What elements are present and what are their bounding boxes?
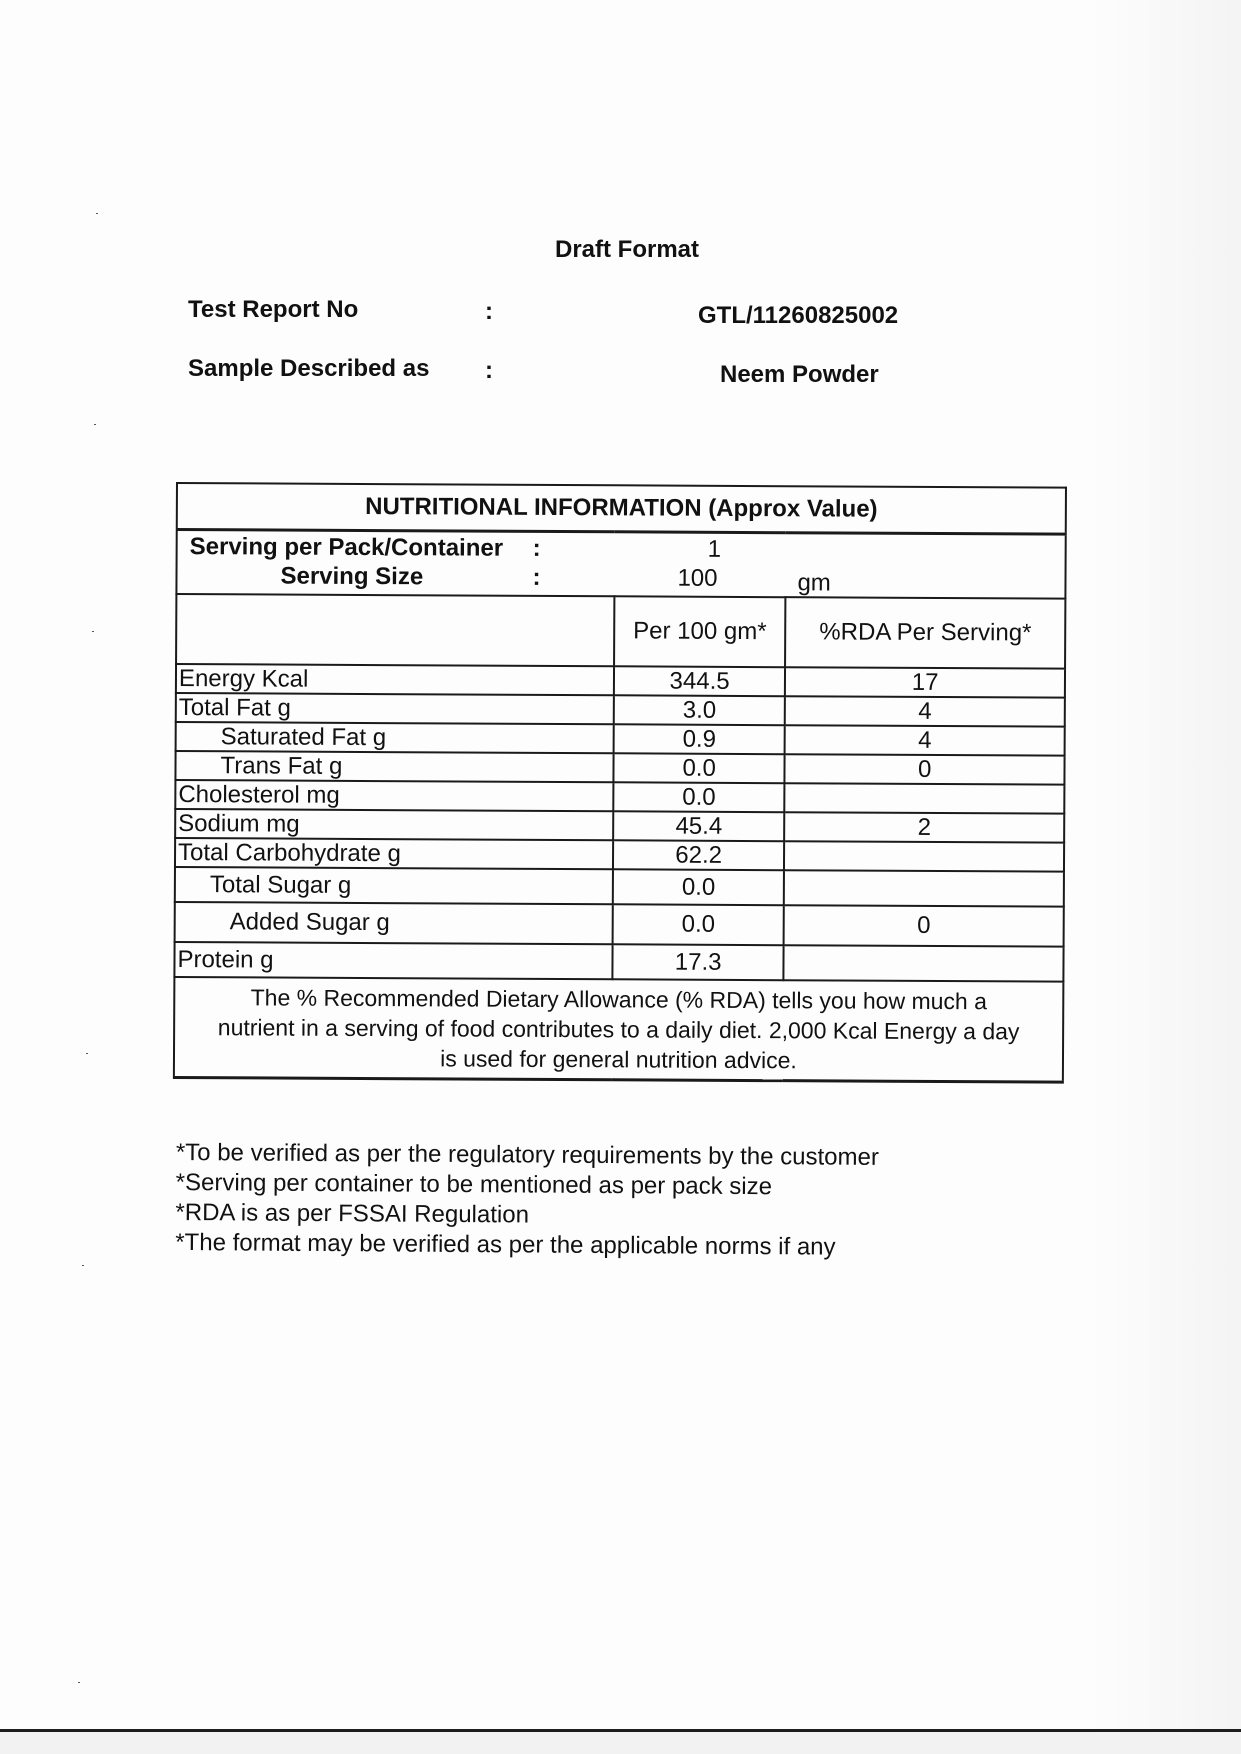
colon-separator: : bbox=[485, 298, 493, 325]
nutrient-name: Trans Fat g bbox=[175, 751, 613, 782]
rda-note-line: nutrient in a serving of food contributes to a daily diet. 2,000 Kcal Energy a day bbox=[217, 1014, 1020, 1045]
nutrient-name: Saturated Fat g bbox=[176, 722, 614, 753]
table-row bbox=[175, 809, 1064, 843]
table-row bbox=[176, 722, 1065, 756]
rda-note-row bbox=[174, 977, 1064, 1082]
per-100-value: 0.0 bbox=[613, 753, 785, 783]
footnote: *To be verified as per the regulatory requirements by the customer bbox=[175, 1139, 880, 1171]
scan-speck bbox=[78, 1682, 80, 1683]
test-report-row bbox=[188, 296, 948, 329]
rda-value bbox=[784, 945, 1064, 981]
test-report-label: Test Report No bbox=[188, 296, 359, 323]
scan-bottom-edge bbox=[0, 1729, 1241, 1732]
scan-speck bbox=[92, 631, 94, 632]
serving-per-pack-value: 1 bbox=[707, 535, 722, 563]
per-100-value: 0.0 bbox=[613, 904, 785, 945]
footnote: *The format may be verified as per the applicable norms if any bbox=[175, 1228, 836, 1261]
per-100-value: 3.0 bbox=[614, 695, 786, 725]
serving-size-value: 100 bbox=[677, 564, 718, 592]
nutrient-name: Total Carbohydrate g bbox=[175, 838, 613, 869]
rda-value bbox=[785, 783, 1065, 813]
table-row bbox=[175, 751, 1064, 785]
per-100-value: 0.0 bbox=[613, 869, 785, 905]
colon-separator: : bbox=[532, 563, 541, 591]
colon-separator: : bbox=[532, 534, 541, 562]
rda-value: 0 bbox=[784, 905, 1064, 946]
scan-bottom-margin bbox=[0, 1732, 1241, 1754]
colon-separator: : bbox=[485, 357, 493, 384]
rda-value bbox=[784, 870, 1064, 906]
scan-speck bbox=[96, 213, 98, 214]
per-100-value: 0.9 bbox=[614, 724, 786, 754]
sample-label: Sample Described as bbox=[188, 355, 430, 382]
rda-value: 4 bbox=[785, 696, 1065, 726]
rda-value: 17 bbox=[785, 667, 1065, 697]
rda-value: 4 bbox=[785, 725, 1065, 755]
footnote: *Serving per container to be mentioned as per pack size bbox=[175, 1168, 773, 1201]
serving-info bbox=[176, 530, 1065, 599]
table-row bbox=[175, 838, 1064, 872]
per-100-value: 0.0 bbox=[613, 782, 785, 812]
rda-value: 2 bbox=[784, 812, 1064, 842]
table-row bbox=[176, 693, 1065, 727]
nutrient-name: Sodium mg bbox=[175, 809, 613, 840]
footnotes bbox=[175, 1138, 879, 1263]
rda-value bbox=[784, 841, 1064, 871]
sample-description: Neem Powder bbox=[720, 361, 879, 388]
nutrient-name: Added Sugar g bbox=[175, 902, 613, 944]
nutrition-table bbox=[173, 482, 1067, 1084]
test-report-number: GTL/11260825002 bbox=[698, 302, 899, 329]
serving-per-pack-label: Serving per Pack/Container bbox=[189, 533, 504, 562]
nutrient-name: Energy Kcal bbox=[176, 664, 614, 695]
column-header-rda: %RDA Per Serving* bbox=[785, 597, 1065, 668]
nutrient-name: Protein g bbox=[174, 942, 612, 979]
per-100-value: 344.5 bbox=[614, 666, 786, 696]
column-header-row bbox=[176, 594, 1065, 669]
footnote: *RDA is as per FSSAI Regulation bbox=[175, 1198, 530, 1229]
scan-speck bbox=[94, 424, 96, 425]
table-title: NUTRITIONAL INFORMATION (Approx Value) bbox=[177, 483, 1066, 534]
table-row bbox=[175, 902, 1064, 947]
table-row bbox=[176, 664, 1065, 698]
table-row bbox=[174, 942, 1063, 982]
table-title-row bbox=[177, 483, 1066, 534]
table-row bbox=[175, 780, 1064, 814]
serving-size-label: Serving Size bbox=[280, 562, 424, 591]
per-100-value: 17.3 bbox=[612, 944, 784, 980]
nutrient-name: Total Sugar g bbox=[175, 867, 613, 904]
rda-note-line: The % Recommended Dietary Allowance (% RDA) tells you how much a bbox=[250, 984, 988, 1015]
scan-speck bbox=[82, 1265, 84, 1266]
document-title: Draft Format bbox=[555, 236, 700, 263]
rda-value: 0 bbox=[785, 754, 1065, 784]
nutrient-name: Cholesterol mg bbox=[175, 780, 613, 811]
column-header-blank bbox=[176, 594, 614, 666]
rda-note bbox=[174, 977, 1064, 1082]
serving-size-unit: gm bbox=[797, 569, 831, 597]
column-header-per-100: Per 100 gm* bbox=[614, 596, 786, 667]
serving-size-line bbox=[177, 562, 1064, 597]
nutrient-name: Total Fat g bbox=[176, 693, 614, 724]
per-100-value: 62.2 bbox=[613, 840, 785, 870]
table-row bbox=[175, 867, 1064, 907]
rda-note-line: is used for general nutrition advice. bbox=[440, 1045, 797, 1074]
scan-speck bbox=[86, 1053, 88, 1054]
sample-row bbox=[188, 355, 948, 388]
serving-info-row bbox=[176, 530, 1065, 599]
per-100-value: 45.4 bbox=[613, 811, 785, 841]
scan-shading bbox=[1091, 0, 1241, 1754]
